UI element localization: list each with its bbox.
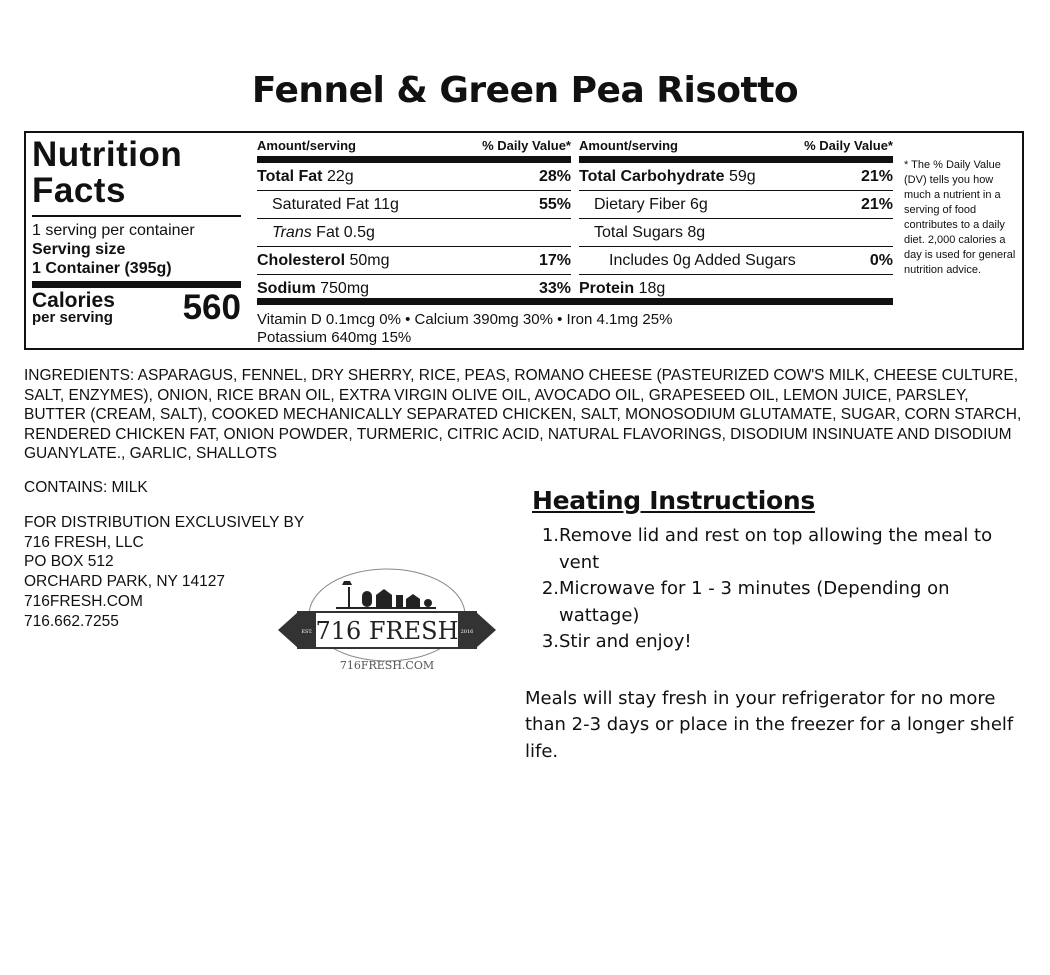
calories-label: Calories per serving	[32, 289, 115, 326]
nutrition-summary	[32, 137, 241, 325]
product-title: Fennel & Green Pea Risotto	[251, 70, 799, 111]
serving-size-value: 1 Container (395g)	[32, 260, 172, 277]
divider	[32, 281, 241, 288]
heating-instructions	[525, 486, 1015, 765]
servings-per-container: 1 serving per container	[32, 222, 195, 239]
heating-title: Heating Instructions	[532, 486, 815, 515]
nutrient-row-added-sugars: Includes 0g Added Sugars 0%	[579, 247, 893, 275]
nutrient-row-dietary-fiber: Dietary Fiber 6g 21%	[579, 191, 893, 219]
calories-sub-label: per serving	[32, 309, 113, 326]
calories-value: 560	[182, 288, 241, 327]
nutrient-row-protein: Protein 18g	[579, 279, 666, 297]
daily-value-footnote: * The % Daily Value (DV) tells you how much a nutrient in a serving of food contributes to a daily diet. 2,000 calories a day is used for general nutrition advice.	[904, 159, 1016, 276]
serving-size-label: Serving size	[32, 241, 126, 258]
nutrition-heading-line2: Facts	[32, 171, 126, 210]
vitamins-minerals: Vitamin D 0.1mcg 0% • Calcium 390mg 30% • Iron 4.1mg 25% Potassium 640mg 15%	[257, 311, 673, 346]
nutrient-row-trans-fat: Trans Fat 0.5g	[257, 219, 571, 247]
nutrient-row-cholesterol: Cholesterol 50mg 17%	[257, 247, 571, 275]
logo-year: 2016	[460, 629, 474, 635]
allergen-statement: CONTAINS: MILK	[24, 479, 148, 496]
nutrient-row-sodium: Sodium 750mg 33%	[257, 279, 571, 297]
heating-steps	[525, 523, 1015, 656]
divider	[32, 215, 241, 217]
nutrients-column-left	[257, 138, 571, 302]
divider	[257, 298, 893, 305]
nutrition-facts-panel	[24, 131, 1024, 350]
nutrient-row-total-carbohydrate: Total Carbohydrate 59g 21%	[579, 163, 893, 191]
storage-note: Meals will stay fresh in your refrigerator for no more than 2-3 days or place in the freezer for a longer shelf life.	[525, 687, 1014, 762]
716-fresh-logo	[276, 565, 498, 675]
calories-row	[32, 288, 241, 327]
distributor-info: FOR DISTRIBUTION EXCLUSIVELY BY 716 FRESH, LLC PO BOX 512 ORCHARD PARK, NY 14127 716FRESH.COM 716.662.7255	[24, 514, 305, 630]
nutrient-row-total-fat: Total Fat 22g 28%	[257, 163, 571, 191]
nutrition-heading-line1: Nutrition	[32, 135, 183, 174]
logo-est: EST.	[301, 629, 313, 635]
heating-step: 3. Stir and enjoy!	[541, 631, 692, 652]
column-header: Amount/serving % Daily Value*	[579, 138, 893, 163]
heating-step: 1. Remove lid and rest on top allowing the meal to vent	[541, 525, 993, 573]
heating-step: 2. Microwave for 1 - 3 minutes (Depending on wattage)	[541, 578, 950, 626]
ingredients-list: INGREDIENTS: ASPARAGUS, FENNEL, DRY SHERRY, RICE, PEAS, ROMANO CHEESE (PASTEURIZED COW'S MILK, CHEESE CULTURE, SALT, ENZYMES), ONION, RICE BRAN OIL, EXTRA VIRGIN OLIVE OIL, AVOCADO OIL, GRAPESEED OIL, LEMON JUICE, PARSLEY, BUTTER (CREAM, SALT), COOKED MECHANICALLY SEPARATED CHICKEN, SALT, MONOSODIUM GLUTAMATE, SUGAR, CORN STARCH, RENDERED CHICKEN FAT, ONION POWDER, TURMERIC, CITRIC ACID, NATURAL FLAVORINGS, DISODIUM INSINUATE AND DISODIUM GUANYLATE., GARLIC, SHALLOTS	[24, 367, 1022, 462]
nutrient-row-total-sugars: Total Sugars 8g	[579, 219, 893, 247]
nutrient-row-saturated-fat: Saturated Fat 11g 55%	[257, 191, 571, 219]
logo-url: 716FRESH.COM	[339, 659, 435, 672]
column-header: Amount/serving % Daily Value*	[257, 138, 571, 163]
logo-brand: 716 FRESH	[315, 617, 459, 645]
nutrients-column-right	[579, 138, 893, 302]
